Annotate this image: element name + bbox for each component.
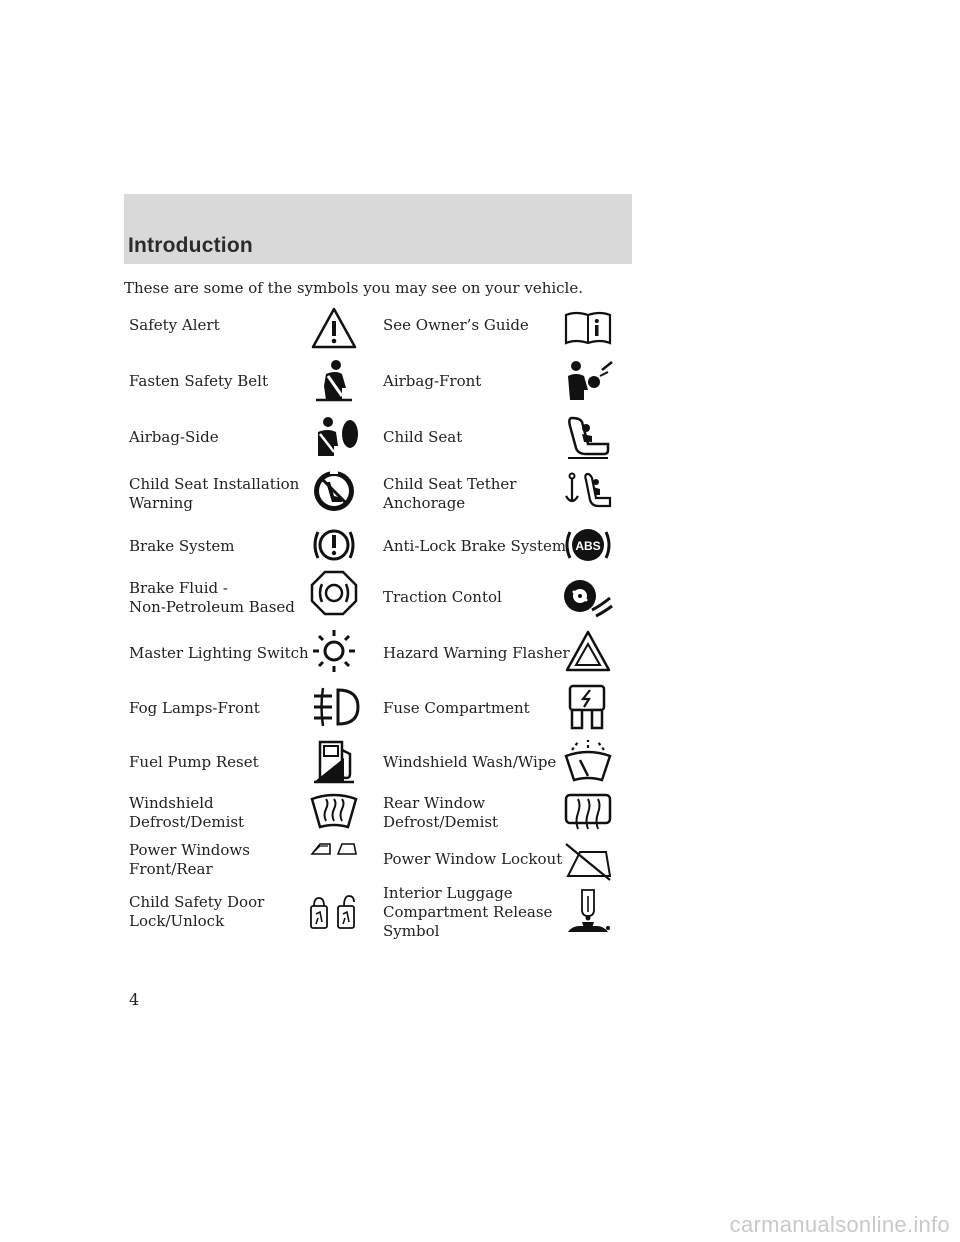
hazard-warning-icon [562, 628, 614, 674]
child-seat-icon [562, 414, 614, 460]
brake-system-icon [308, 522, 360, 568]
symbol-label: Fasten Safety Belt [129, 372, 269, 390]
symbol-label: Child Safety Door Lock/Unlock [129, 893, 265, 930]
power-window-lockout-icon [562, 838, 614, 884]
owners-guide-book-icon [562, 305, 614, 351]
fuse-icon [562, 684, 614, 730]
watermark: carmanualsonline.info [729, 1212, 950, 1237]
symbol-label: Airbag-Front [383, 372, 482, 390]
symbol-label: See Owner’s Guide [383, 316, 529, 334]
child-seat-tether-icon [562, 468, 614, 514]
symbol-label: Traction Contol [383, 588, 502, 606]
master-lighting-switch-icon [308, 628, 360, 674]
fog-lamps-icon [308, 684, 360, 730]
windshield-defrost-icon [308, 787, 360, 833]
child-seat-installation-warning-icon [308, 468, 360, 514]
symbol-label: Brake Fluid - Non-Petroleum Based [129, 579, 295, 616]
airbag-front-icon [562, 358, 614, 404]
symbol-label: Safety Alert [129, 316, 220, 334]
intro-text: These are some of the symbols you may see on your vehicle. [124, 279, 583, 297]
symbol-label: Interior Luggage Compartment Release Symbol [383, 884, 553, 940]
symbol-label: Hazard Warning Flasher [383, 644, 570, 662]
traction-control-icon [562, 574, 614, 620]
airbag-side-icon [308, 414, 360, 460]
symbol-label: Airbag-Side [129, 428, 219, 446]
luggage-release-icon [562, 888, 614, 934]
symbol-label: Master Lighting Switch [129, 644, 309, 662]
section-title: Introduction [128, 234, 253, 257]
symbol-label: Fuse Compartment [383, 699, 530, 717]
symbol-label: Child Seat Tether Anchorage [383, 475, 517, 512]
symbol-label: Brake System [129, 537, 235, 555]
symbol-label: Fuel Pump Reset [129, 753, 259, 771]
fuel-pump-reset-icon [308, 738, 360, 784]
page-number: 4 [129, 990, 140, 1009]
abs-icon [562, 522, 614, 568]
brake-fluid-icon [308, 570, 360, 616]
symbol-label: Anti-Lock Brake System [383, 537, 567, 555]
warning-triangle-icon [308, 305, 360, 351]
symbol-label: Windshield Wash/Wipe [383, 753, 557, 771]
symbol-label: Fog Lamps-Front [129, 699, 260, 717]
symbol-label: Child Seat Installation Warning [129, 475, 300, 512]
power-windows-icon [308, 838, 360, 884]
symbol-label: Rear Window Defrost/Demist [383, 794, 499, 831]
symbol-label: Power Window Lockout [383, 850, 563, 868]
windshield-wash-wipe-icon [562, 738, 614, 784]
symbol-label: Power Windows Front/Rear [129, 841, 250, 878]
symbol-label: Windshield Defrost/Demist [129, 794, 245, 831]
child-safety-lock-icon [308, 892, 360, 938]
rear-window-defrost-icon [562, 787, 614, 833]
symbol-label: Child Seat [383, 428, 463, 446]
seat-belt-icon [308, 358, 360, 404]
svg-text:ABS: ABS [575, 539, 601, 553]
